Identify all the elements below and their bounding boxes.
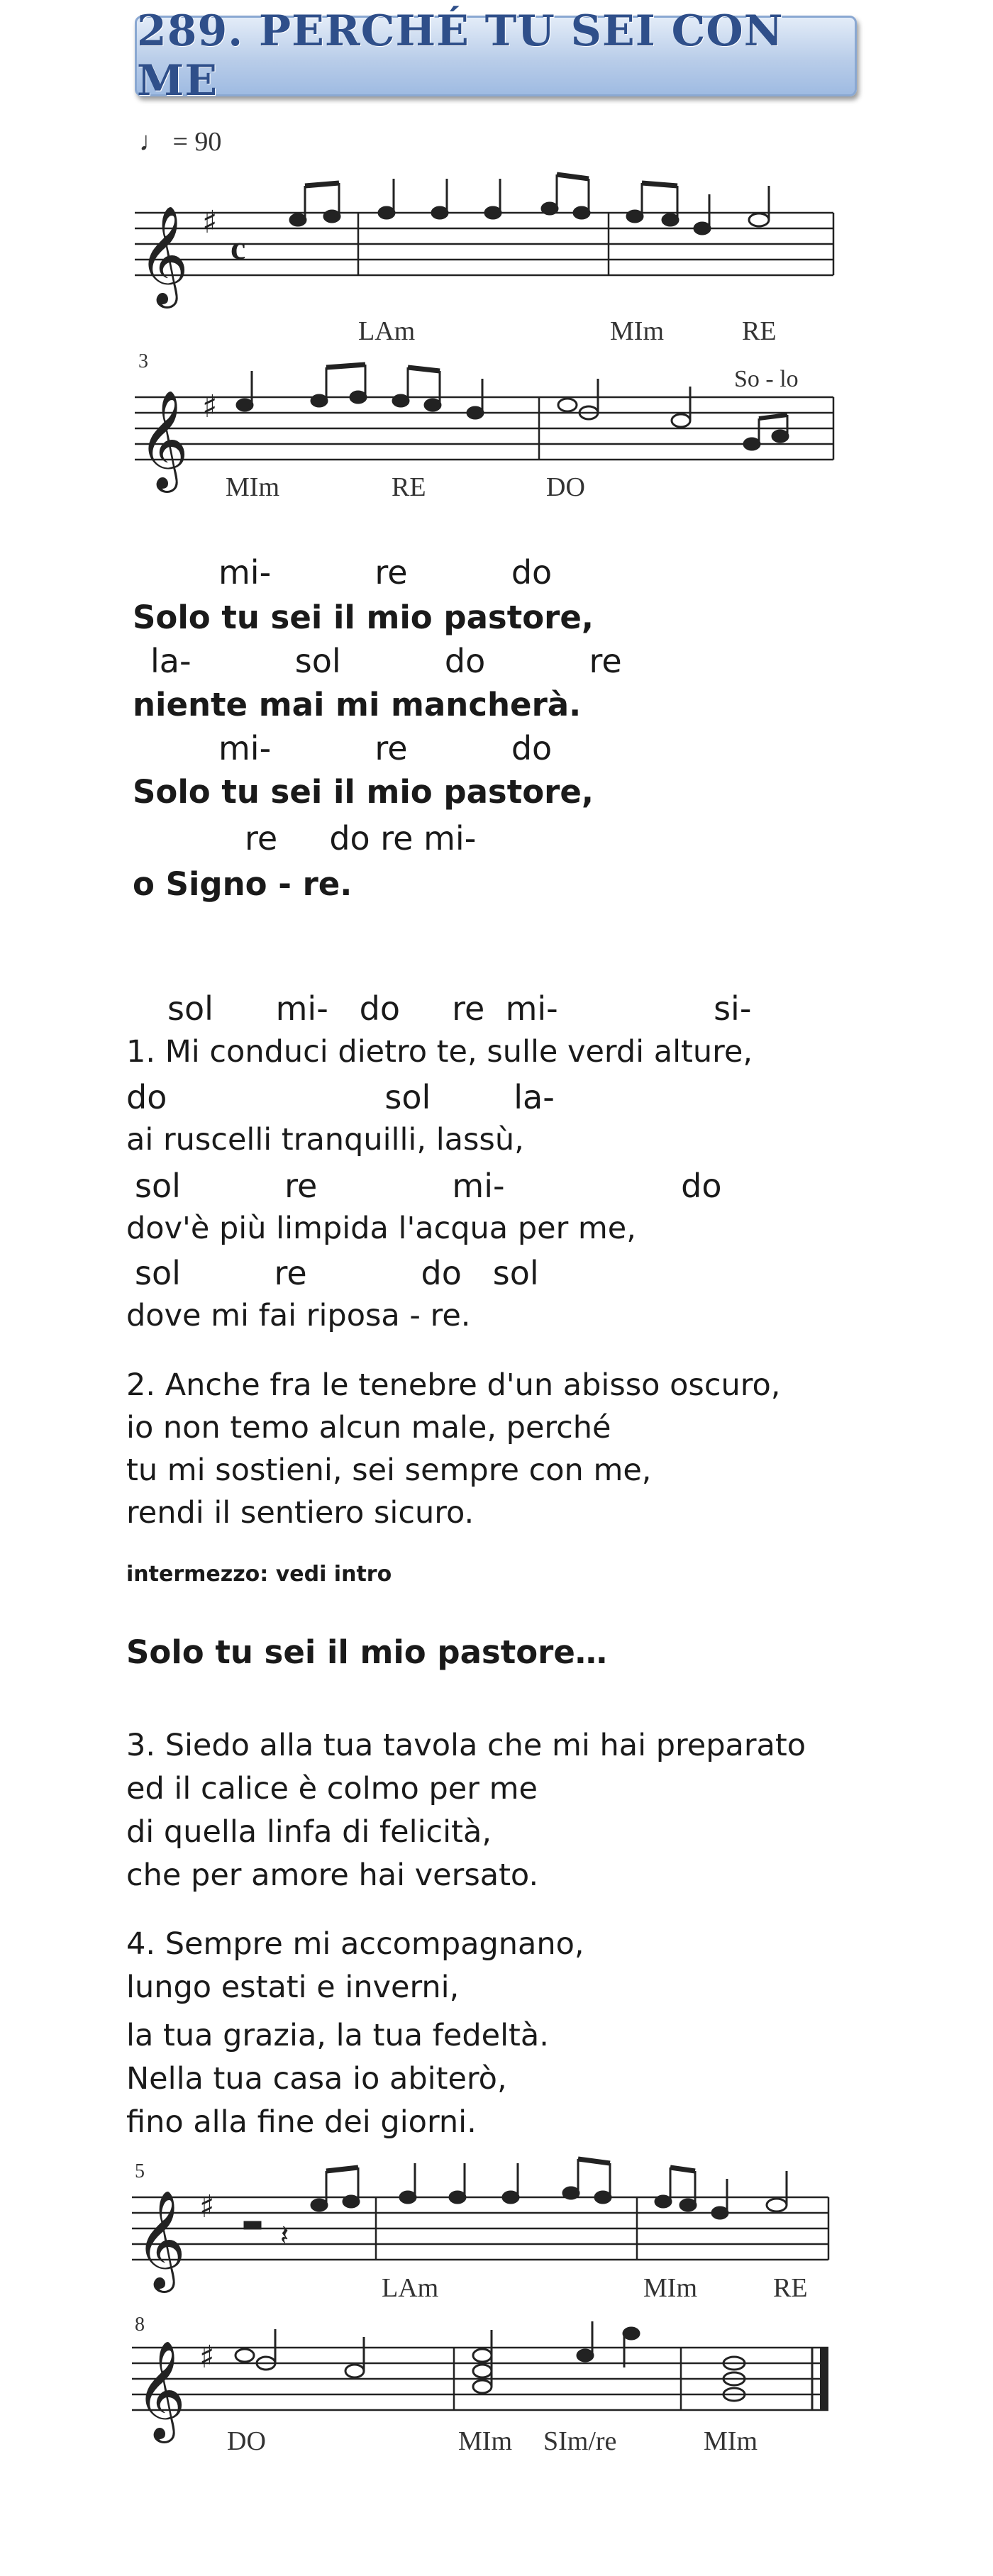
music-staff-4 [0, 2333, 993, 2439]
refrain-line: o Signo - re. [133, 865, 353, 903]
tempo-marking: ♩ = 90 [139, 127, 222, 157]
music-staff-1 [0, 199, 993, 333]
refrain-chords: mi- re do [218, 553, 553, 592]
verse-line: 2. Anche fra le tenebre d'un abisso oscuro, [126, 1367, 781, 1403]
refrain-chords: la- sol do re [150, 642, 622, 680]
chord-label: SIm/re [543, 2426, 617, 2456]
verse-line: la tua grazia, la tua fedeltà. [126, 2018, 549, 2053]
chord-label: LAm [358, 316, 416, 346]
refrain-line: niente mai mi mancherà. [133, 686, 582, 723]
measure-number: 8 [135, 2314, 145, 2336]
verse-line: di quella linfa di felicità, [126, 1814, 492, 1850]
refrain-chords: mi- re do [218, 729, 553, 767]
svg-text:♯: ♯ [199, 2189, 215, 2225]
verse-line: che per amore hai versato. [126, 1858, 539, 1893]
title-banner [135, 6, 857, 106]
verse-line: 1. Mi conduci dietro te, sulle verdi alture, [126, 1034, 753, 1070]
refrain-line: Solo tu sei il mio pastore, [133, 773, 594, 811]
refrain-chords: re do re mi- [245, 819, 477, 857]
verse-line: fino alla fine dei giorni. [126, 2104, 477, 2140]
refrain-reference: Solo tu sei il mio pastore… [126, 1633, 607, 1671]
verse-line: lungo estati e inverni, [126, 1970, 460, 2005]
chord-label: MIm [226, 472, 279, 502]
chord-label: MIm [643, 2273, 697, 2303]
verse-line: ed il calice è colmo per me [126, 1771, 538, 1806]
chord-label: RE [742, 316, 777, 346]
verse-line: dov'è più limpida l'acqua per me, [126, 1211, 636, 1246]
verse-line: io non temo alcun male, perché [126, 1410, 611, 1445]
solo-label: So - lo [734, 366, 799, 392]
verse-line: dove mi fai riposa - re. [126, 1298, 471, 1333]
verse-line: 4. Sempre mi accompagnano, [126, 1926, 584, 1962]
svg-text:♯: ♯ [202, 204, 218, 240]
verse-line: tu mi sostieni, sei sempre con me, [126, 1453, 652, 1488]
chord-label: MIm [704, 2426, 758, 2456]
chord-label: LAm [382, 2273, 439, 2303]
svg-text:♯: ♯ [202, 389, 218, 425]
page-title: 289. PERCHÉ TU SEI CON ME [137, 6, 784, 106]
verse-line: ai ruscelli tranquilli, lassù, [126, 1122, 524, 1157]
measure-number: 3 [138, 350, 148, 372]
chord-label: RE [773, 2273, 808, 2303]
verse-line: Nella tua casa io abiterò, [126, 2061, 507, 2097]
intermezzo-note: intermezzo: vedi intro [126, 1562, 392, 1587]
verse-chords: do sol la- [126, 1078, 555, 1116]
chord-label: DO [546, 472, 585, 502]
verse-chords: sol re do sol [135, 1254, 539, 1292]
verse-line: 3. Siedo alla tua tavola che mi hai preparato [126, 1728, 806, 1763]
svg-text:𝄽: 𝄽 [280, 2219, 289, 2252]
chord-label: MIm [610, 316, 664, 346]
chord-label: MIm [458, 2426, 512, 2456]
svg-text:𝄞: 𝄞 [138, 390, 189, 489]
verse-line: rendi il sentiero sicuro. [126, 1495, 475, 1531]
svg-text:♯: ♯ [199, 2339, 215, 2375]
measure-number: 5 [135, 2160, 145, 2182]
svg-text:𝄞: 𝄞 [135, 2190, 186, 2289]
svg-text:c: c [231, 229, 246, 267]
verse-chords: sol re mi- do [135, 1167, 722, 1205]
chord-label: DO [227, 2426, 266, 2456]
svg-text:𝄞: 𝄞 [135, 2341, 186, 2439]
refrain-line: Solo tu sei il mio pastore, [133, 599, 594, 636]
svg-text:𝄞: 𝄞 [138, 206, 189, 304]
verse-chords: sol mi- do re mi- si- [167, 989, 752, 1028]
chord-label: RE [392, 472, 426, 502]
